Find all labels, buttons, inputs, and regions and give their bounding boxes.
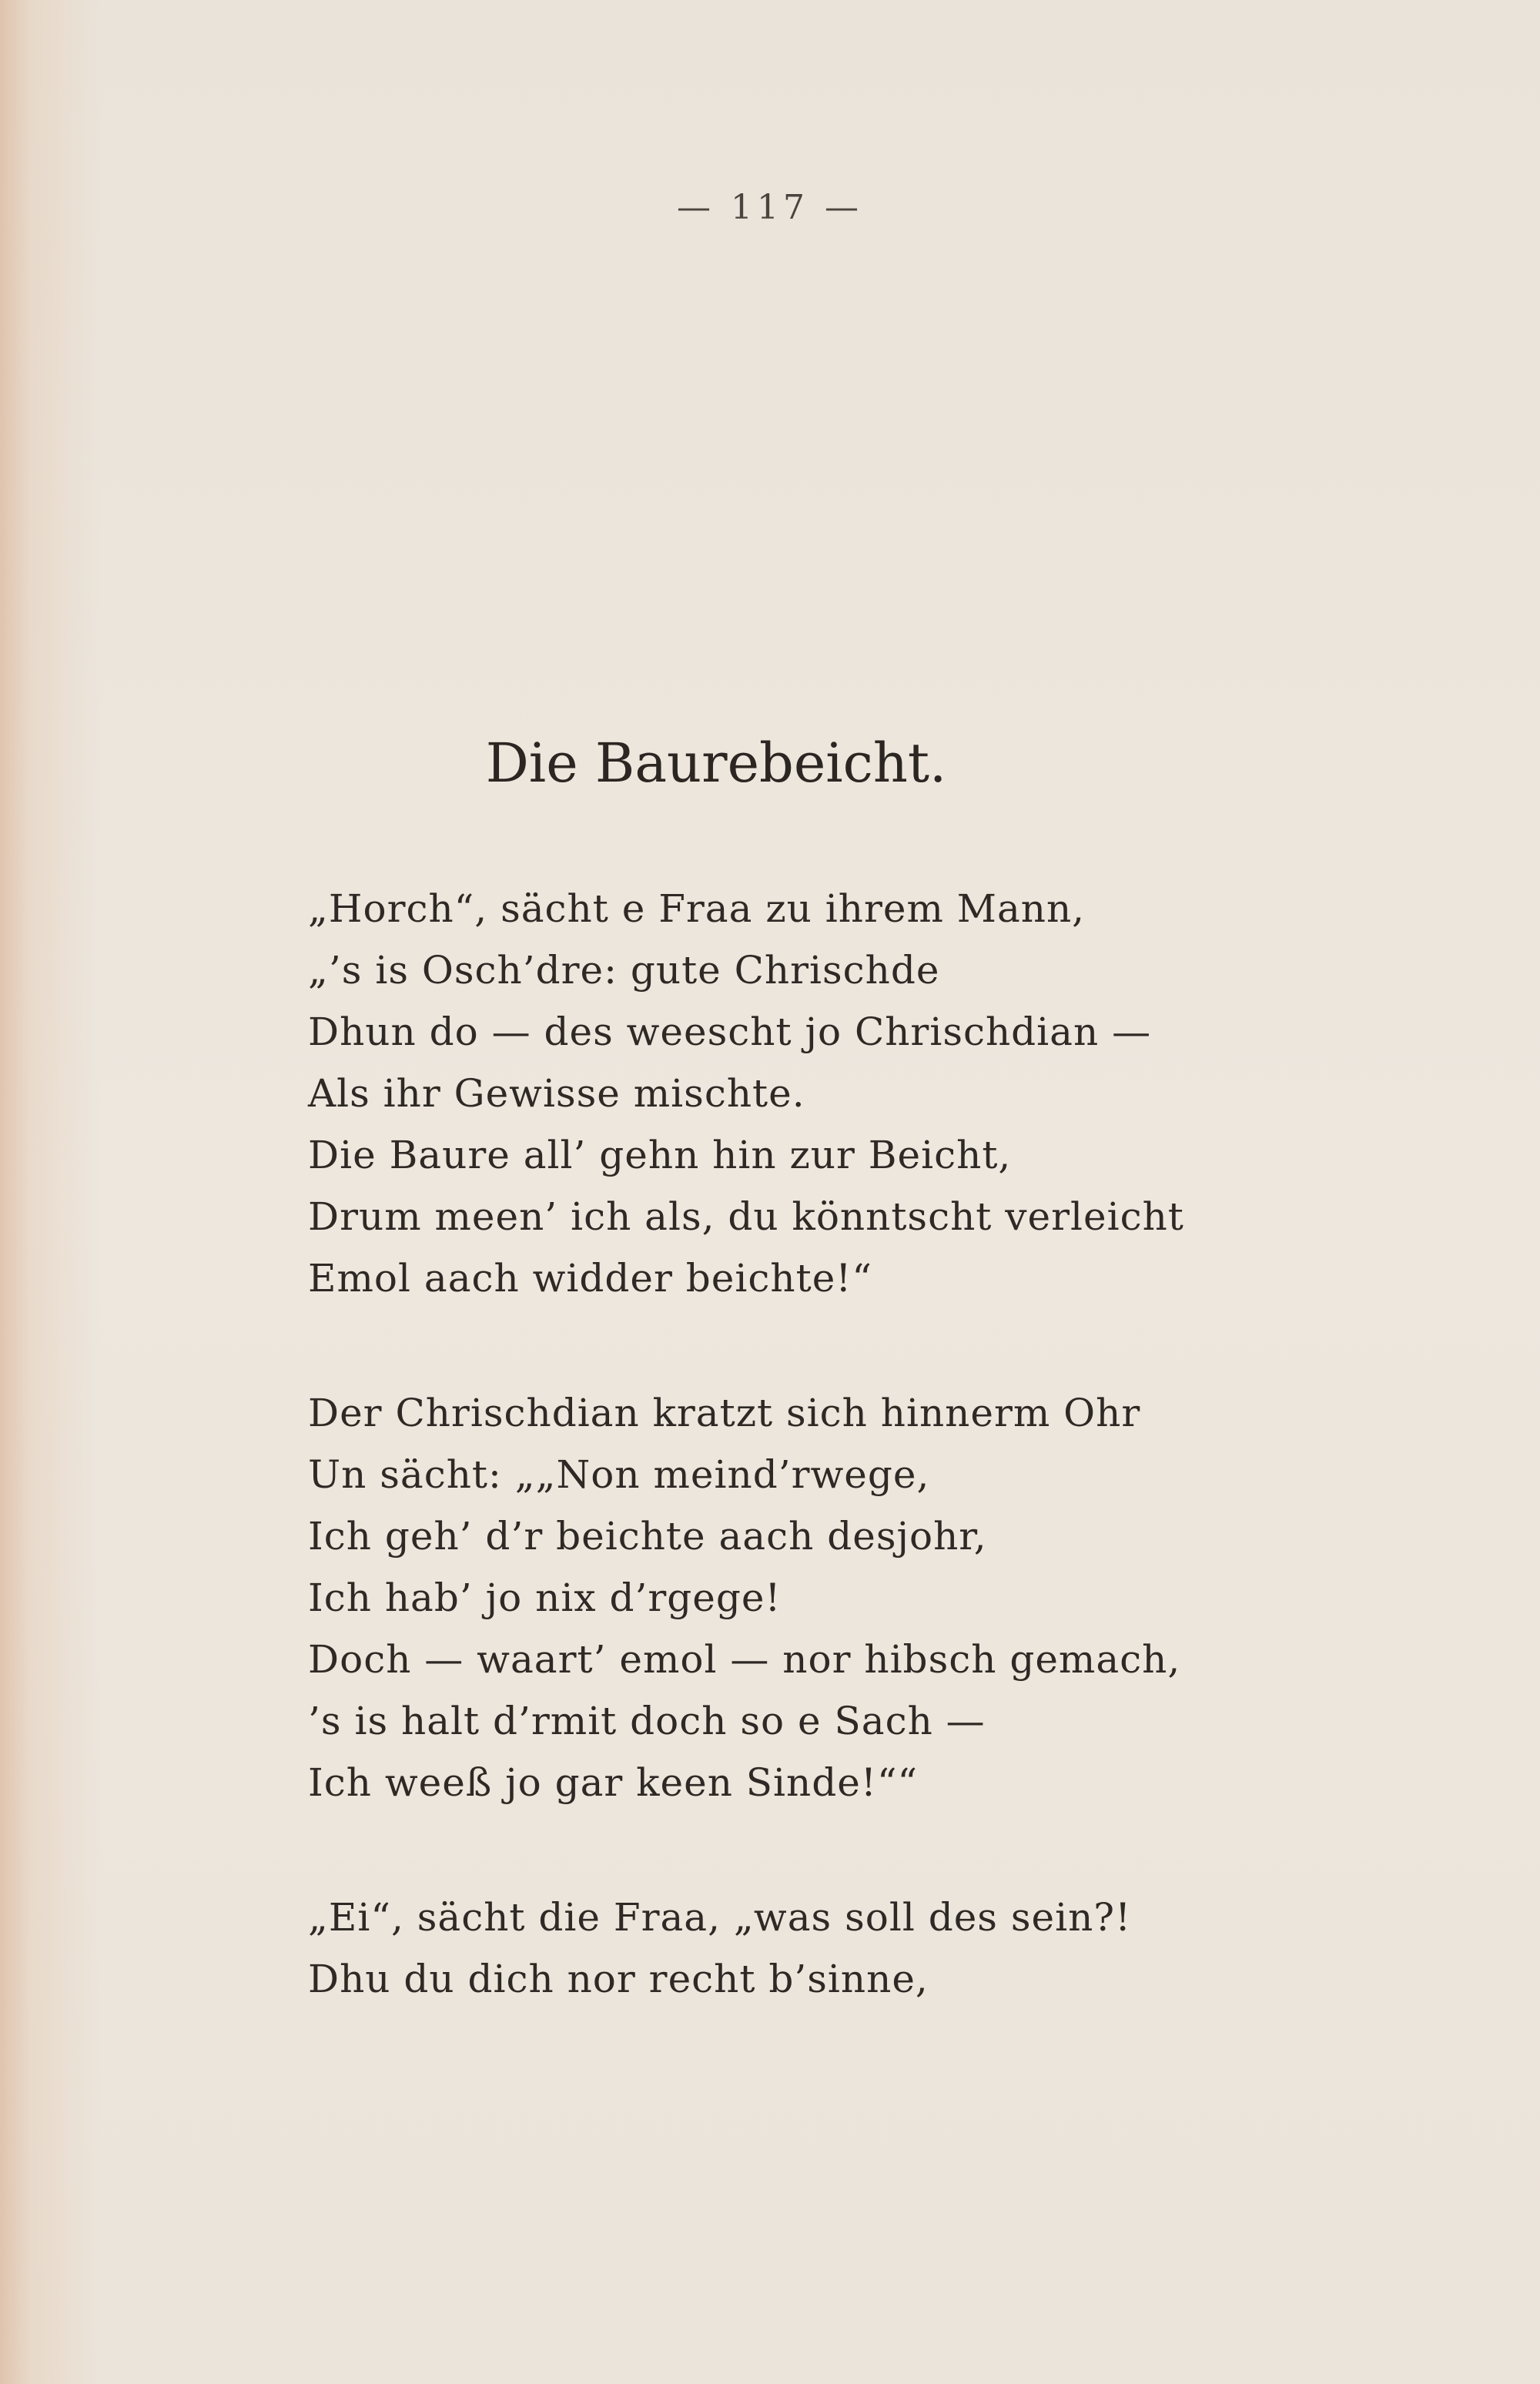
poem-line: Un sächt: „„Non meind’rwege, [308, 1452, 930, 1497]
poem-line: „Horch“, sächt e Fraa zu ihrem Mann, [308, 886, 1086, 931]
poem-line: Als ihr Gewisse mischte. [308, 1071, 805, 1116]
poem-line: Die Baure all’ gehn hin zur Beicht, [308, 1133, 1012, 1177]
poem-body [308, 878, 1278, 2083]
poem-line: Drum meen’ ich als, du könntscht verleicht [308, 1194, 1184, 1239]
poem-line: Dhun do — des weescht jo Chrischdian — [308, 1010, 1152, 1054]
poem-line: „Ei“, sächt die Fraa, „was soll des sein?! [308, 1895, 1132, 1940]
poem-title: Die Baurebeicht. [485, 732, 947, 795]
poem-line: ’s is halt d’rmit doch so e Sach — [308, 1699, 986, 1743]
stanza-2 [308, 1382, 1278, 1813]
poem-line: Doch — waart’ emol — nor hibsch gemach, [308, 1637, 1181, 1682]
page-number: — 117 — [677, 188, 863, 227]
poem-line: Dhu du dich nor recht b’sinne, [308, 1957, 929, 2001]
stanza-3 [308, 1887, 1278, 2010]
poem-line: Ich weeß jo gar keen Sinde!““ [308, 1760, 919, 1805]
poem-line: Der Chrischdian kratzt sich hinnerm Ohr [308, 1391, 1141, 1435]
poem-line: Ich hab’ jo nix d’rgege! [308, 1575, 782, 1620]
poem-line: Ich geh’ d’r beichte aach desjohr, [308, 1514, 987, 1559]
poem-line: „’s is Osch’dre: gute Chrischde [308, 948, 940, 993]
stanza-1 [308, 878, 1278, 1309]
poem-line: Emol aach widder beichte!“ [308, 1256, 872, 1301]
